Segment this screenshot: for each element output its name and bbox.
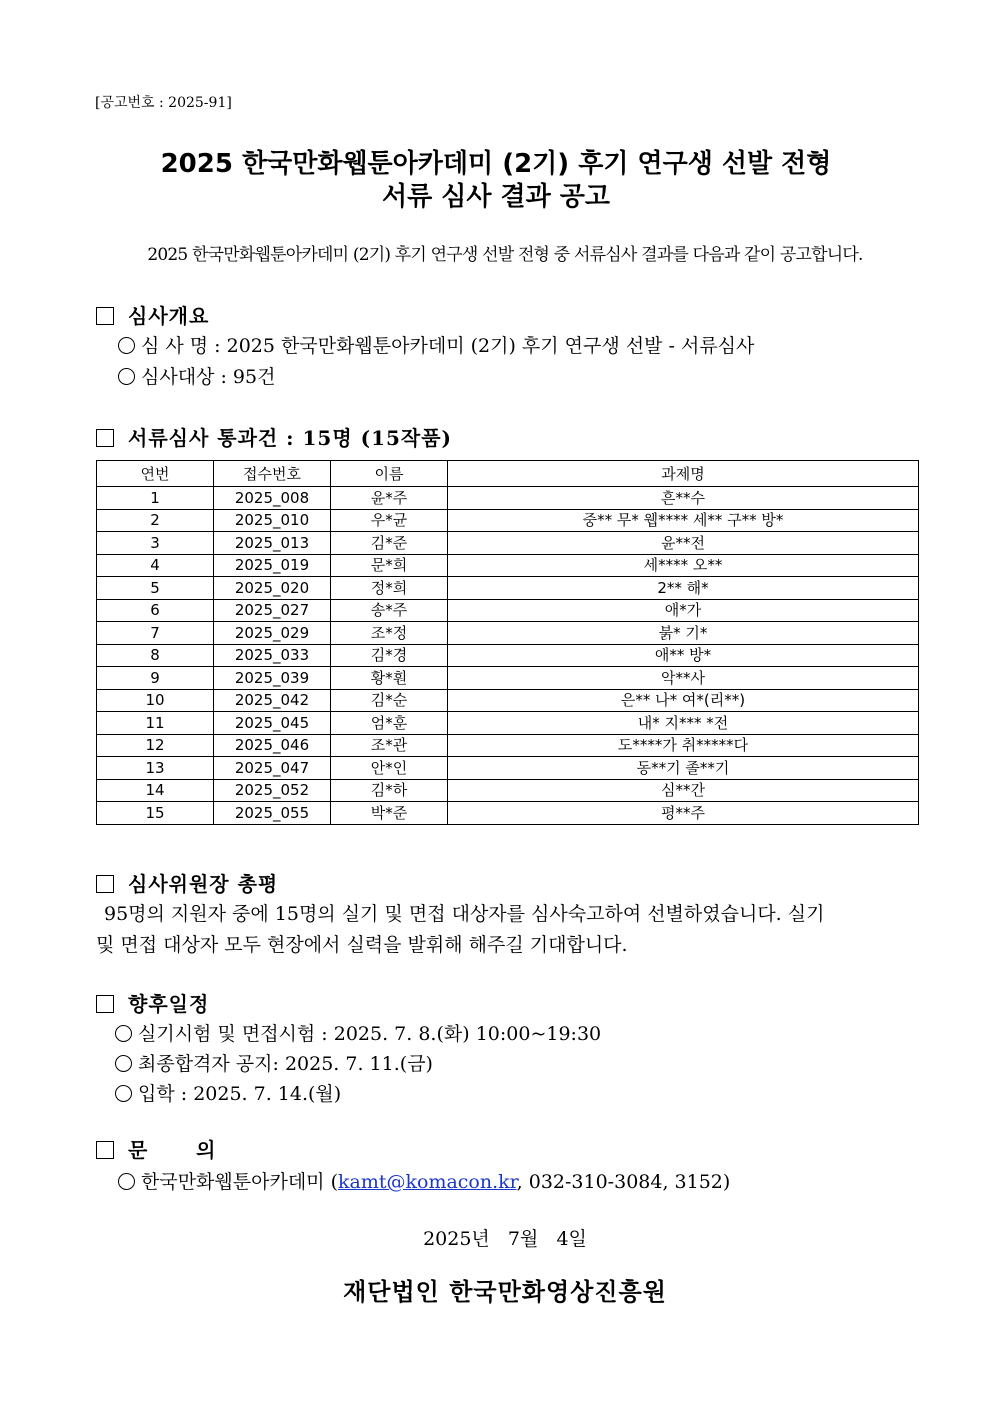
table-header-row bbox=[97, 461, 919, 487]
checkbox-square-icon bbox=[96, 429, 114, 447]
checkbox-square-icon bbox=[96, 1141, 114, 1159]
overview-heading bbox=[96, 300, 209, 329]
cell-number: 15 bbox=[97, 802, 214, 825]
circle-bullet-icon bbox=[115, 1055, 132, 1072]
table-row bbox=[97, 734, 919, 757]
cell-name: 조*관 bbox=[331, 734, 448, 757]
checkbox-square-icon bbox=[96, 307, 114, 325]
cell-number: 3 bbox=[97, 532, 214, 555]
cell-receipt: 2025_020 bbox=[214, 577, 331, 600]
schedule-item-label: 최종합격자 공지: 2025. 7. 11.(금) bbox=[138, 1053, 433, 1075]
cell-number: 2 bbox=[97, 509, 214, 532]
cell-title: 흔**수 bbox=[448, 487, 919, 510]
cell-number: 12 bbox=[97, 734, 214, 757]
cell-title: 은** 나* 여*(리**) bbox=[448, 689, 919, 712]
table-row bbox=[97, 802, 919, 825]
cell-receipt: 2025_033 bbox=[214, 644, 331, 667]
cell-name: 김*하 bbox=[331, 779, 448, 802]
table-row bbox=[97, 577, 919, 600]
page-title: 2025 한국만화웹툰아카데미 (2기) 후기 연구생 선발 전형 bbox=[160, 149, 832, 179]
cell-name: 안*인 bbox=[331, 757, 448, 780]
overview-item-label: 심사대상 : 95건 bbox=[141, 366, 276, 388]
cell-number: 6 bbox=[97, 599, 214, 622]
cell-number: 4 bbox=[97, 554, 214, 577]
cell-receipt: 2025_008 bbox=[214, 487, 331, 510]
contact-phone: , 032-310-3084, 3152) bbox=[516, 1171, 731, 1193]
cell-name: 김*순 bbox=[331, 689, 448, 712]
cell-number: 11 bbox=[97, 712, 214, 735]
overview-heading-label: 심사개요 bbox=[128, 304, 210, 328]
review-text-line1: 95명의 지원자 중에 15명의 실기 및 면접 대상자를 심사숙고하여 선별하였습니다. 실기 bbox=[104, 903, 825, 925]
overview-item bbox=[118, 362, 275, 389]
cell-title: 도****가 취*****다 bbox=[448, 734, 919, 757]
table-row bbox=[97, 667, 919, 690]
cell-receipt: 2025_052 bbox=[214, 779, 331, 802]
table-row bbox=[97, 622, 919, 645]
schedule-item-label: 실기시험 및 면접시험 : 2025. 7. 8.(화) 10:00~19:30 bbox=[138, 1023, 602, 1045]
schedule-item bbox=[115, 1049, 433, 1076]
cell-name: 우*균 bbox=[331, 509, 448, 532]
passed-heading bbox=[96, 422, 452, 451]
cell-title: 세**** 오** bbox=[448, 554, 919, 577]
checkbox-square-icon bbox=[96, 875, 114, 893]
cell-name: 박*준 bbox=[331, 802, 448, 825]
cell-receipt: 2025_055 bbox=[214, 802, 331, 825]
cell-name: 문*희 bbox=[331, 554, 448, 577]
cell-receipt: 2025_045 bbox=[214, 712, 331, 735]
cell-receipt: 2025_046 bbox=[214, 734, 331, 757]
contact-email-link[interactable]: kamt@komacon.kr bbox=[338, 1171, 517, 1193]
table-row bbox=[97, 532, 919, 555]
cell-name: 정*희 bbox=[331, 577, 448, 600]
overview-item bbox=[118, 331, 754, 358]
col-header-name: 이름 bbox=[331, 461, 448, 487]
overview-item-label: 심 사 명 : 2025 한국만화웹툰아카데미 (2기) 후기 연구생 선발 - 서류심사 bbox=[141, 335, 755, 357]
cell-title: 내* 지*** *전 bbox=[448, 712, 919, 735]
review-heading bbox=[96, 868, 278, 897]
col-header-title: 과제명 bbox=[448, 461, 919, 487]
intro-text: 2025 한국만화웹툰아카데미 (2기) 후기 연구생 선발 전형 중 서류심사 결과를 다음과 같이 공고합니다. bbox=[147, 245, 863, 265]
table-row bbox=[97, 599, 919, 622]
cell-name: 김*경 bbox=[331, 644, 448, 667]
schedule-heading-label: 향후일정 bbox=[128, 992, 210, 1016]
cell-receipt: 2025_013 bbox=[214, 532, 331, 555]
cell-name: 윤*주 bbox=[331, 487, 448, 510]
contact-heading-label: 문 의 bbox=[128, 1138, 217, 1162]
cell-title: 중** 무* 웹**** 세** 구** 방* bbox=[448, 509, 919, 532]
cell-title: 붉* 기* bbox=[448, 622, 919, 645]
cell-title: 동**기 졸**기 bbox=[448, 757, 919, 780]
cell-number: 14 bbox=[97, 779, 214, 802]
table-row bbox=[97, 779, 919, 802]
cell-name: 황*훤 bbox=[331, 667, 448, 690]
passed-heading-label: 서류심사 통과건 : 15명 (15작품) bbox=[128, 426, 453, 450]
cell-receipt: 2025_029 bbox=[214, 622, 331, 645]
table-row bbox=[97, 689, 919, 712]
cell-receipt: 2025_042 bbox=[214, 689, 331, 712]
notice-date: 2025년 7월 4일 bbox=[423, 1228, 587, 1250]
schedule-item-label: 입학 : 2025. 7. 14.(월) bbox=[138, 1083, 342, 1105]
cell-receipt: 2025_010 bbox=[214, 509, 331, 532]
table-row bbox=[97, 757, 919, 780]
cell-number: 1 bbox=[97, 487, 214, 510]
col-header-receipt: 접수번호 bbox=[214, 461, 331, 487]
cell-number: 7 bbox=[97, 622, 214, 645]
cell-title: 애** 방* bbox=[448, 644, 919, 667]
checkbox-square-icon bbox=[96, 995, 114, 1013]
table-row bbox=[97, 554, 919, 577]
schedule-heading bbox=[96, 988, 209, 1017]
cell-name: 송*주 bbox=[331, 599, 448, 622]
page-subtitle: 서류 심사 결과 공고 bbox=[381, 182, 611, 212]
cell-receipt: 2025_027 bbox=[214, 599, 331, 622]
circle-bullet-icon bbox=[118, 368, 135, 385]
cell-number: 5 bbox=[97, 577, 214, 600]
cell-title: 평**주 bbox=[448, 802, 919, 825]
schedule-item bbox=[115, 1019, 601, 1046]
contact-heading bbox=[96, 1134, 216, 1163]
circle-bullet-icon bbox=[118, 1173, 135, 1190]
notice-number: [공고번호 : 2025-91] bbox=[95, 95, 232, 111]
review-heading-label: 심사위원장 총평 bbox=[128, 872, 279, 896]
cell-title: 애*가 bbox=[448, 599, 919, 622]
results-table bbox=[96, 460, 919, 825]
contact-org: 한국만화웹툰아카데미 ( bbox=[141, 1171, 338, 1193]
cell-number: 8 bbox=[97, 644, 214, 667]
issuer-name: 재단법인 한국만화영상진흥원 bbox=[343, 1277, 667, 1306]
circle-bullet-icon bbox=[118, 337, 135, 354]
table-row bbox=[97, 509, 919, 532]
schedule-item bbox=[115, 1079, 341, 1106]
review-text-line2: 및 면접 대상자 모두 현장에서 실력을 발휘해 해주길 기대합니다. bbox=[96, 934, 628, 956]
circle-bullet-icon bbox=[115, 1025, 132, 1042]
table-row bbox=[97, 712, 919, 735]
cell-title: 윤**전 bbox=[448, 532, 919, 555]
table-row bbox=[97, 487, 919, 510]
contact-line bbox=[118, 1167, 730, 1194]
cell-name: 김*준 bbox=[331, 532, 448, 555]
cell-name: 조*정 bbox=[331, 622, 448, 645]
col-header-number: 연번 bbox=[97, 461, 214, 487]
table-row bbox=[97, 644, 919, 667]
cell-title: 악**사 bbox=[448, 667, 919, 690]
cell-number: 9 bbox=[97, 667, 214, 690]
cell-title: 2** 해* bbox=[448, 577, 919, 600]
cell-number: 10 bbox=[97, 689, 214, 712]
cell-receipt: 2025_019 bbox=[214, 554, 331, 577]
cell-title: 심**간 bbox=[448, 779, 919, 802]
circle-bullet-icon bbox=[115, 1085, 132, 1102]
cell-receipt: 2025_047 bbox=[214, 757, 331, 780]
cell-name: 엄*훈 bbox=[331, 712, 448, 735]
cell-receipt: 2025_039 bbox=[214, 667, 331, 690]
cell-number: 13 bbox=[97, 757, 214, 780]
